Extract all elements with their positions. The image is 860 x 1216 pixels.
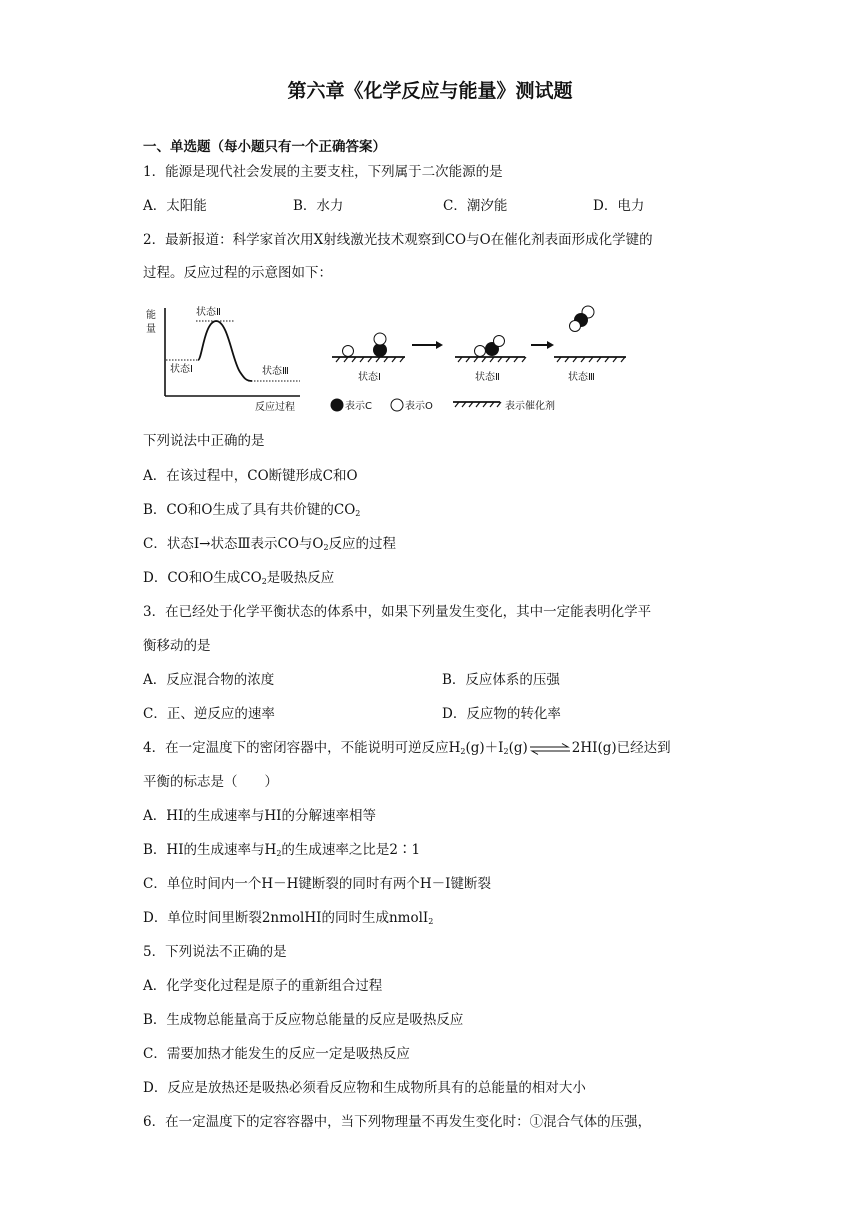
stage-label-3: 状态Ⅲ	[568, 372, 595, 383]
o-atom	[494, 336, 505, 347]
q3-option-d: D．反应物的转化率	[442, 706, 561, 722]
graph-state-3: 状态Ⅲ	[262, 366, 289, 377]
q2-option-a: A．在该过程中，CO断键形成C和O	[143, 468, 358, 484]
stage-2	[455, 336, 526, 384]
o-legend-icon	[391, 399, 403, 411]
question-3-stem-line2: 衡移动的是	[143, 638, 211, 654]
q1-option-d: D．电力	[593, 198, 645, 214]
q3-option-c: C．正、逆反应的速率	[143, 706, 275, 722]
q2-option-c: C．状态Ⅰ→状态Ⅲ表示CO与$O_2$反应的过程	[143, 536, 397, 552]
question-5-stem: 5．下列说法不正确的是	[143, 944, 287, 960]
o-atom	[343, 346, 354, 357]
q5-option-b: B．生成物总能量高于反应物总能量的反应是吸热反应	[143, 1012, 464, 1028]
graph-state-2: 状态Ⅱ	[196, 307, 221, 318]
stage-1	[332, 333, 405, 383]
legend-catalyst: 表示催化剂	[505, 401, 555, 412]
arrow-right-icon	[547, 341, 554, 349]
stage-label-1: 状态Ⅰ	[358, 372, 381, 383]
q5-option-a: A．化学变化过程是原子的重新组合过程	[143, 978, 383, 994]
y-axis-label-1: 能	[146, 310, 156, 321]
q4-option-d: D．单位时间里断裂2nmolHI的同时生成nmolI$_2$	[143, 910, 434, 926]
q2-option-b: B．CO和O生成了具有共价键的$CO_2$	[143, 502, 361, 518]
question-4-stem-line2: 平衡的标志是（ ）	[143, 774, 278, 790]
q1-option-b: B．水力	[293, 198, 344, 214]
question-2-prompt: 下列说法中正确的是	[143, 433, 265, 449]
question-6-stem: 6．在一定温度下的定容容器中，当下列物理量不再发生变化时：①混合气体的压强，	[143, 1114, 652, 1130]
o-atom	[374, 333, 386, 345]
q3-option-b: B．反应体系的压强	[442, 672, 560, 688]
section-heading: 一、单选题（每小题只有一个正确答案）	[143, 139, 386, 155]
q4-option-c: C．单位时间内一个H－H键断裂的同时有两个H－I键断裂	[143, 876, 491, 892]
reaction-diagram	[140, 300, 640, 425]
q4-option-a: A．HI的生成速率与HI的分解速率相等	[143, 808, 376, 824]
q1-option-a: A．太阳能	[143, 198, 207, 214]
page-title: 第六章《化学反应与能量》测试题	[287, 80, 573, 102]
diagram-legend	[331, 399, 556, 413]
c-legend-icon	[331, 399, 344, 412]
question-2-stem-line1: 2．最新报道：科学家首次用X射线激光技术观察到CO与O在催化剂表面形成化学键的	[143, 232, 653, 248]
q4-option-b: B．HI的生成速率与$H_2$的生成速率之比是2∶1	[143, 842, 421, 858]
question-1-stem: 1．能源是现代社会发展的主要支柱，下列属于二次能源的是	[143, 164, 503, 180]
equilibrium-arrow-icon	[528, 743, 572, 755]
legend-o: 表示O	[405, 401, 433, 412]
question-3-stem-line1: 3．在已经处于化学平衡状态的体系中，如果下列量发生变化，其中一定能表明化学平	[143, 604, 652, 620]
q5-option-c: C．需要加热才能发生的反应一定是吸热反应	[143, 1046, 410, 1062]
y-axis-label-2: 量	[146, 324, 156, 335]
energy-curve	[198, 321, 252, 381]
question-2-stem-line2: 过程。反应过程的示意图如下：	[143, 265, 332, 281]
o-atom	[475, 346, 486, 357]
q1-option-c: C．潮汐能	[443, 198, 508, 214]
stage-label-2: 状态Ⅱ	[475, 372, 500, 383]
stage-3	[554, 306, 626, 383]
o-atom	[570, 321, 581, 332]
q3-option-a: A．反应混合物的浓度	[143, 672, 275, 688]
legend-c: 表示C	[345, 401, 372, 412]
question-4-stem-line1: 4．在一定温度下的密闭容器中，不能说明可逆反应$H_2(g)+I_2(g)$ 2HI(g)已经达到	[143, 740, 671, 756]
x-axis-label: 反应过程	[255, 402, 295, 413]
arrow-right-icon	[436, 341, 443, 349]
graph-state-1: 状态Ⅰ	[170, 364, 193, 375]
q5-option-d: D．反应是放热还是吸热必须看反应物和生成物所具有的总能量的相对大小	[143, 1080, 586, 1096]
q2-option-d: D．CO和O生成$CO_2$是吸热反应	[143, 570, 335, 586]
